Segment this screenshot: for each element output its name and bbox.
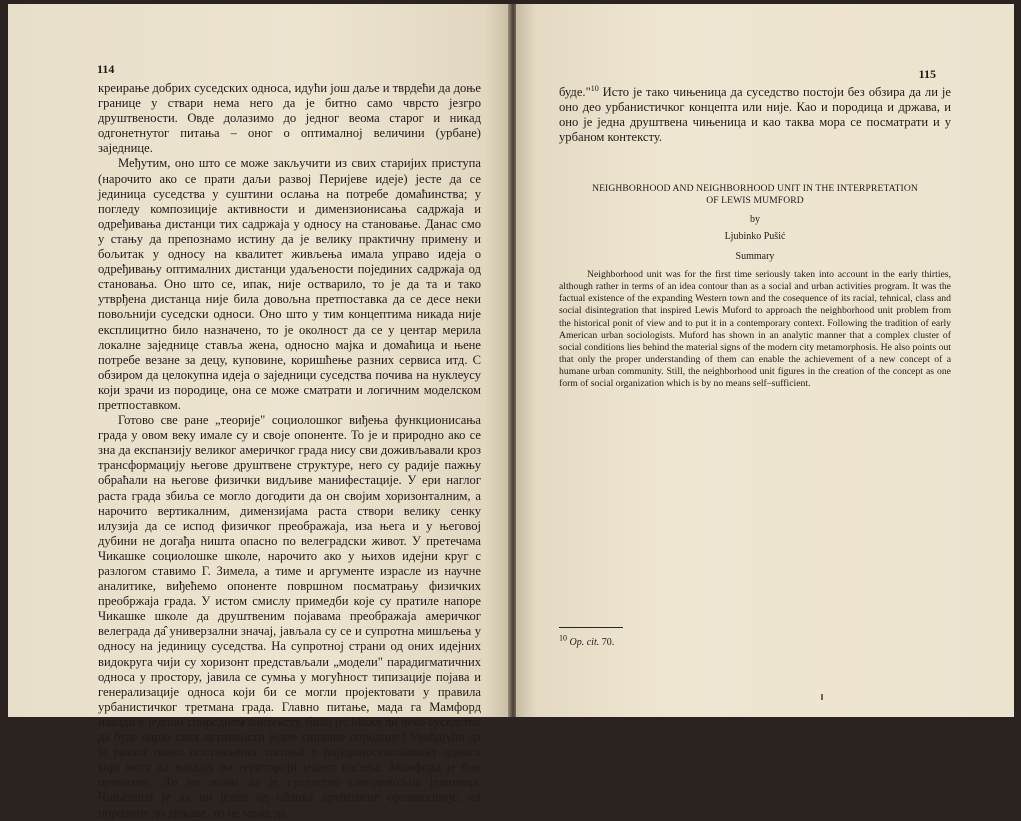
left-page-body <box>98 81 481 821</box>
byline-by: by <box>750 214 760 225</box>
page-mark <box>821 694 823 700</box>
paragraph <box>559 85 951 145</box>
quote-end: буде." <box>559 85 591 99</box>
page-number-right: 115 <box>918 67 936 81</box>
footnote-citation: Op. cit. <box>569 637 600 648</box>
right-page <box>516 4 1014 717</box>
paragraph: Међутим, оно што се може закључити из свих старијих приступа (нарочито ако се прати даљи развој Перијеве идеје) јесте да се јединица суседства у суштини ослања на потребе домаћинства; у погледу композиције активности и димензионисања садржаја и одређивања дистанци тих садржаја у односу на становање. Данас смо у стању да препознамо истину да је велику практичну примену и бољитак у односу на квалитет живљења имала управо идеја о одређивању оптималних дистанци удаљености појединих садржаја од становања. Оно што се, ипак, није остварило, то је да та и тако утврђена дистанца није била довољна претпоставка да се десе неки повољнији суседски односи. Оно што у тим концептима никада није експлицитно било назначено, то је околност да се у центар мерила локалне заједнице ставља жена, односно мајка и домаћица и њене потребе везане за децу, куповине, коришћење разних сервиса итд. С обзиром да целокупна идеја о заједници суседства почива на нуклеусу који зрачи из породице, она се може сматрати и логичним моделском претпоставком. <box>98 156 481 412</box>
right-page-continuation <box>559 85 951 145</box>
footnote <box>559 633 615 648</box>
paragraph-rest: Исто је тако чињеница да суседство постоји без обзира да ли је оно део урбанистичког концепта или није. Као и породица и држава, и оно је једна друштвена чињеница и као таква мора се посматрати и у урбаном контексту. <box>559 85 951 145</box>
footnote-ref: 10 <box>590 83 599 93</box>
page-number-left: 114 <box>97 62 115 76</box>
paragraph: Готово све ране „теорије" социолошког виђења функционисања града у овом веку имале су и своје опоненте. То је и природно ако се зна да експанзију великог америчког града нису сви доживљавали кроз трансформацију његове друштвене структуре, него су радије пажњу обраћали на његове физички видљиве манифестације. У ери наглог раста града збиља се могло догодити да он својим хоризонталним, а нарочито вертикалним, димензијама раста створи велику сенку илузија да се испод физичког преображаја, иза њега и у његовој дубини не догађа ништа опасно по велеградски живот. У претечама Чикашке социолошке школе, нарочито ако у њихов идејни круг с разлогом ставимо Г. Зимела, а тиме и аргументе израсле из научне аналитике, виђећемо опоненте површном посматрању физичких преобржаја града. У истом смислу примедби које су пратиле напоре Чикашке школе да друштвеним појавама преображаја америчког велеграда да̂ универзални значај, јављала су се и супротна мишљења у односу на јединицу суседства. На супротној страни од оних идејних видокруга чији су хоризонт представљали „модели" парадигматичних односа у простору, јавила се сумња у могућност типизације појава и генерализације односа који би се могли пројектовати у правила урбанистичког третмана града. Главно питање, мада га Мамфорд наводи у једном споредном контексту, било је: Може ли неко суседство да буде одраз свих активности једне типичне породице? Увиђајући да је разлог овако постављеног питања у појединостављивању односа који могу да владају на територији једног насеља. Мамфорд је био прецизан: „То не значи да је суседство самодовољна јединица. Чињеница је да ни један од облика друштвене организације, од породице до државе, то не може да <box>98 413 481 820</box>
left-page <box>8 4 510 820</box>
footnote-rule <box>559 627 623 628</box>
paragraph: креирање добрих суседских односа, идући још даље и тврдећи да доње границе у ствари нема него да је битно само чврсто језгро друштвености. Овде долазимо до једног веома старог и никад одгонетнутог питања – оног о оптималној величини (урбане) заједнице. <box>98 81 481 156</box>
summary-title-line: NEIGHBORHOOD AND NEIGHBORHOOD UNIT IN THE INTERPRETATION <box>592 183 918 194</box>
summary-abstract <box>559 269 951 391</box>
footnote-number: 10 <box>559 633 567 643</box>
abstract-paragraph: Neighborhood unit was for the first time seriously taken into account in the early thirties, although rather in terms of an idea contour than as a social and urban activities program. It was the factual existence of the expanding Western town and the cosequence of its racial, tehnical, class and social disintegration that inspired Lewis Muford to approach the neighborhood unit problem from the historical ponit of view and to put it in a contemporary context. Following the tradition of early American urban sociologists. Muford has shown in an analytic manner that a complex cluster of social conditions lies behind the material signs of the modern city metamorphosis. He also points out that only the proper understanding of them can enable the achievement of a new concept of a humane urban community. Still, the neighborhood unit figures in the creation of the concept as one form of social organization which is by no means self–sufficient. <box>559 269 951 390</box>
summary-label: Summary <box>735 251 775 262</box>
summary-title <box>559 183 951 207</box>
author-name: Ljubinko Pušić <box>724 231 786 242</box>
footnote-page: 70. <box>601 637 615 648</box>
summary-title-line: OF LEWIS MUMFORD <box>706 195 804 206</box>
